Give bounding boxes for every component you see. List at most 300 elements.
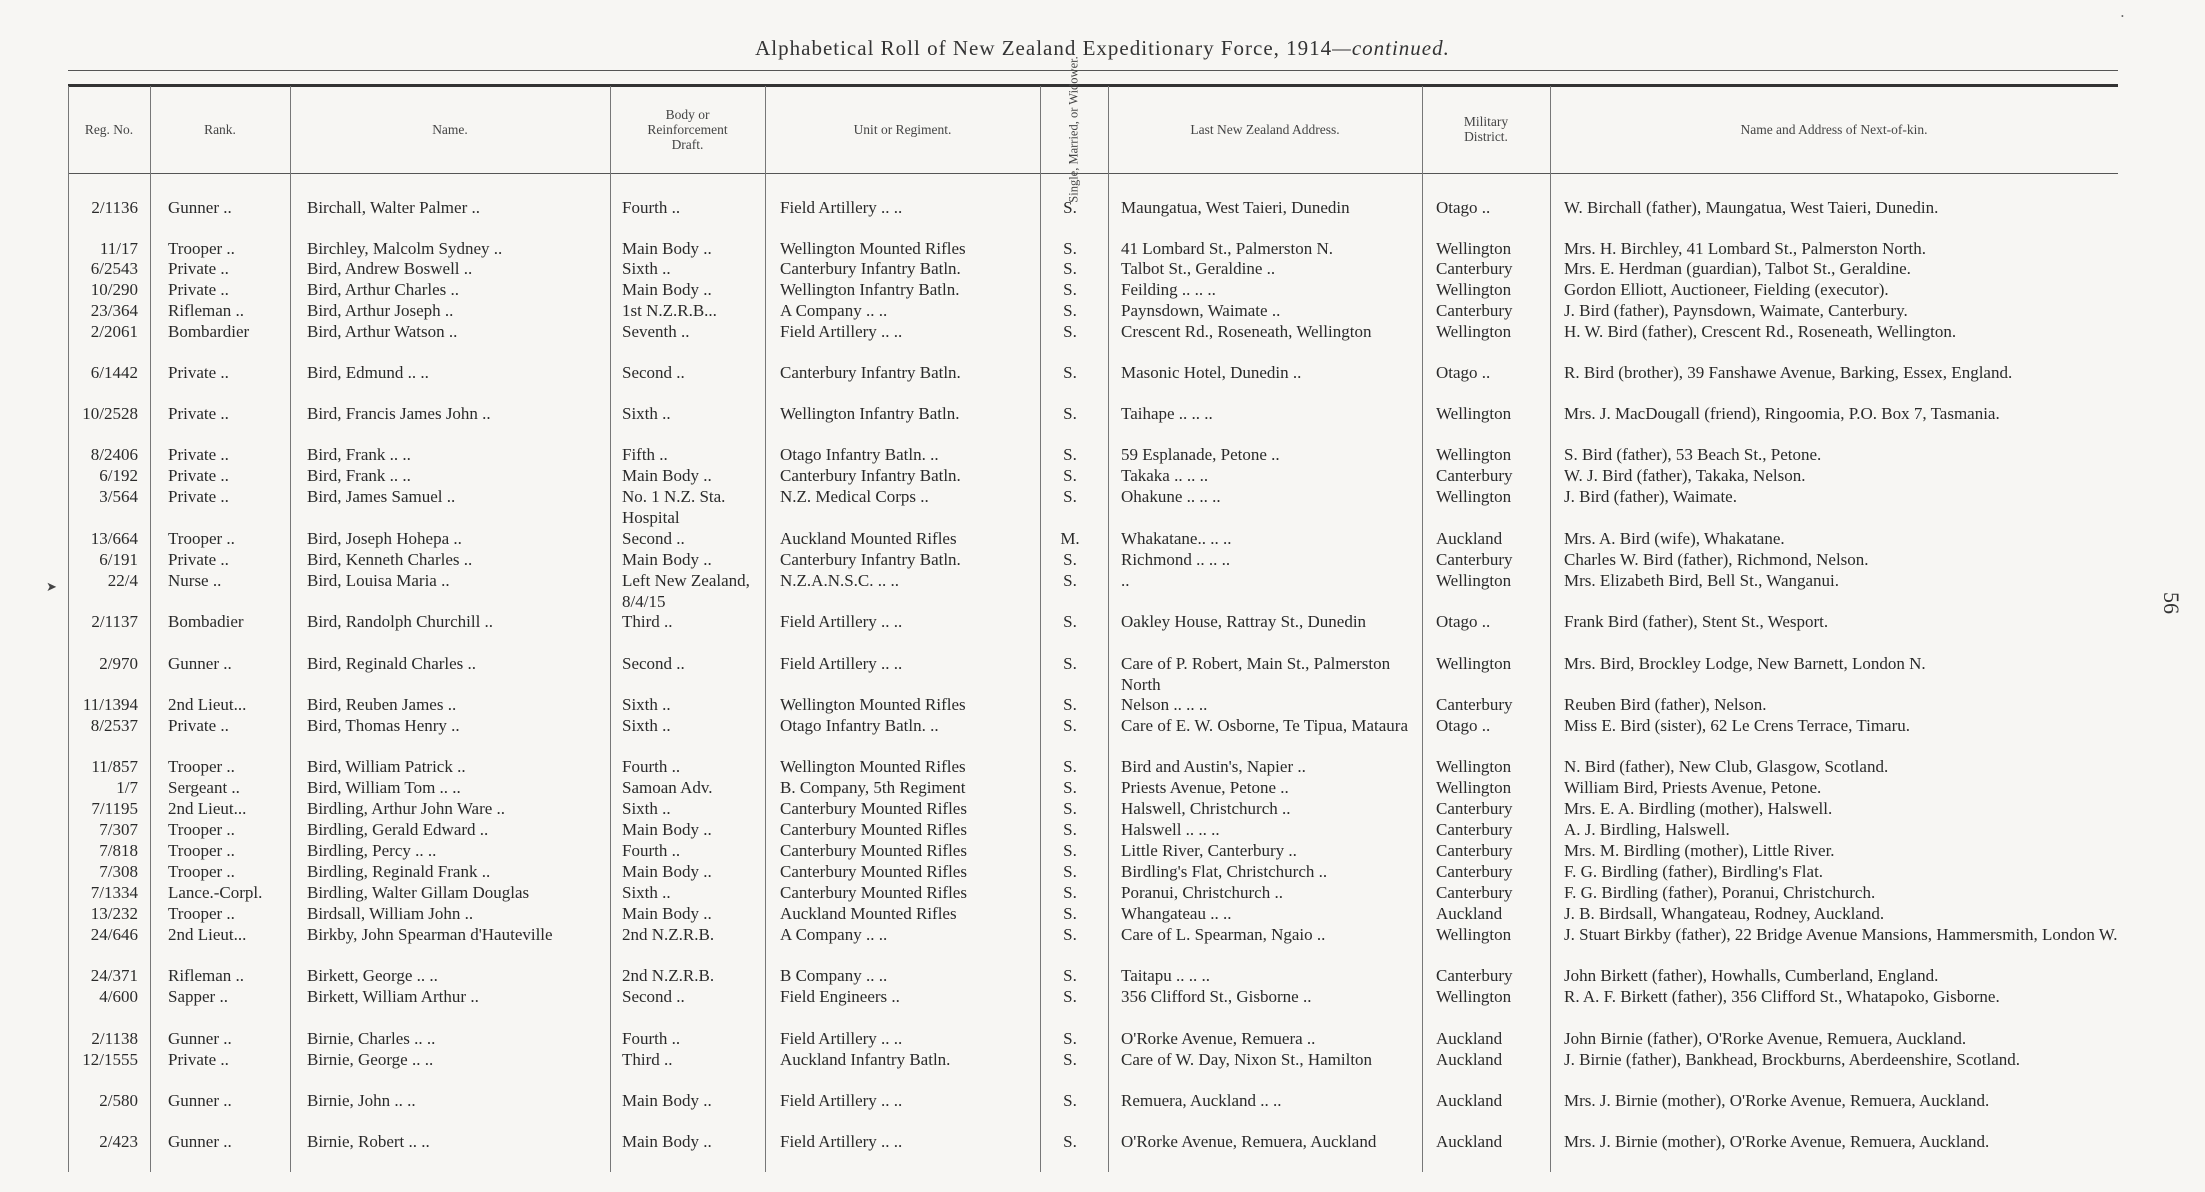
- margin-arrow-mark: ➤: [46, 579, 57, 594]
- cell-draft: Sixth ..: [622, 716, 671, 735]
- cell-marital-status: S.: [1063, 862, 1077, 881]
- cell-rank: Private ..: [168, 445, 229, 464]
- cell-unit: Wellington Mounted Rifles: [780, 239, 966, 258]
- cell-name: Birkett, William Arthur ..: [307, 987, 479, 1006]
- cell-next-of-kin: W. J. Bird (father), Takaka, Nelson.: [1564, 466, 1806, 485]
- cell-rank: Trooper ..: [168, 239, 235, 258]
- cell-rank: Private ..: [168, 466, 229, 485]
- cell-address: Whangateau .. ..: [1121, 904, 1232, 923]
- cell-marital-status: S.: [1063, 695, 1077, 714]
- cell-reg-no: 4/600: [99, 987, 138, 1006]
- header-rank: Rank.: [204, 121, 236, 137]
- cell-address: Little River, Canterbury ..: [1121, 841, 1297, 860]
- cell-unit: Field Artillery .. ..: [780, 1132, 903, 1151]
- cell-unit: Field Artillery .. ..: [780, 322, 903, 341]
- cell-marital-status: S.: [1063, 987, 1077, 1006]
- cell-reg-no: 22/4: [107, 571, 138, 590]
- cell-unit: Canterbury Infantry Batln.: [780, 363, 961, 382]
- cell-next-of-kin: Mrs. J. Birnie (mother), O'Rorke Avenue, Remuera, Auckland.: [1564, 1091, 1990, 1110]
- header-kin: Name and Address of Next-of-kin.: [1740, 121, 1928, 137]
- cell-unit: Wellington Infantry Batln.: [780, 280, 960, 299]
- cell-reg-no: 2/2061: [90, 322, 138, 341]
- cell-next-of-kin: Reuben Bird (father), Nelson.: [1564, 695, 1767, 714]
- cell-name: Bird, Thomas Henry ..: [307, 716, 460, 735]
- cell-unit: Canterbury Mounted Rifles: [780, 841, 967, 860]
- cell-unit: Wellington Mounted Rifles: [780, 695, 966, 714]
- cell-district: Canterbury: [1436, 259, 1513, 278]
- cell-reg-no: 6/192: [99, 466, 138, 485]
- cell-address: 41 Lombard St., Palmerston N.: [1121, 239, 1334, 258]
- cell-unit: Field Artillery .. ..: [780, 1029, 903, 1048]
- cell-address: Priests Avenue, Petone ..: [1121, 778, 1289, 797]
- cell-address: Crescent Rd., Roseneath, Wellington: [1121, 322, 1372, 341]
- cell-name: Bird, Frank .. ..: [307, 466, 411, 485]
- cell-name: Birkby, John Spearman d'Hauteville: [307, 925, 553, 944]
- cell-district: Canterbury: [1436, 883, 1513, 902]
- cell-name: Bird, Reuben James ..: [307, 695, 457, 714]
- cell-next-of-kin: Charles W. Bird (father), Richmond, Nelson.: [1564, 550, 1869, 569]
- cell-name: Bird, Edmund .. ..: [307, 363, 429, 382]
- cell-marital-status: S.: [1063, 404, 1077, 423]
- cell-next-of-kin: Mrs. M. Birdling (mother), Little River.: [1564, 841, 1835, 860]
- cell-address: Halswell .. .. ..: [1121, 820, 1220, 839]
- column-divider: [68, 86, 69, 1172]
- cell-district: Canterbury: [1436, 466, 1513, 485]
- cell-draft: Sixth ..: [622, 883, 671, 902]
- cell-address: Nelson .. .. ..: [1121, 695, 1208, 714]
- cell-marital-status: S.: [1063, 716, 1077, 735]
- cell-marital-status: S.: [1063, 904, 1077, 923]
- column-divider: [150, 86, 151, 1172]
- title-main: Alphabetical Roll of New Zealand Expeditionary Force, 1914: [755, 36, 1333, 60]
- cell-address: Halswell, Christchurch ..: [1121, 799, 1291, 818]
- cell-name: Bird, Andrew Boswell ..: [307, 259, 473, 278]
- cell-district: Wellington: [1436, 778, 1512, 797]
- cell-address: Masonic Hotel, Dunedin ..: [1121, 363, 1302, 382]
- cell-rank: Gunner ..: [168, 1132, 232, 1151]
- cell-rank: Private ..: [168, 280, 229, 299]
- header-status: [1040, 55, 1108, 203]
- cell-district: Auckland: [1436, 1050, 1503, 1069]
- cell-draft: Sixth ..: [622, 404, 671, 423]
- title-continued: —continued.: [1332, 36, 1450, 60]
- cell-marital-status: S.: [1063, 280, 1077, 299]
- cell-next-of-kin: Mrs. E. Herdman (guardian), Talbot St., Geraldine.: [1564, 259, 1911, 278]
- cell-marital-status: S.: [1063, 966, 1077, 985]
- cell-name: Birnie, George .. ..: [307, 1050, 434, 1069]
- cell-marital-status: S.: [1063, 487, 1077, 506]
- cell-next-of-kin: W. Birchall (father), Maungatua, West Taieri, Dunedin.: [1564, 198, 1939, 217]
- cell-district: Canterbury: [1436, 841, 1513, 860]
- cell-draft: Main Body ..: [622, 1091, 712, 1110]
- cell-rank: Gunner ..: [168, 1091, 232, 1110]
- cell-address: Care of E. W. Osborne, Te Tipua, Mataura: [1121, 716, 1408, 735]
- cell-marital-status: S.: [1063, 1132, 1077, 1151]
- cell-rank: Trooper ..: [168, 841, 235, 860]
- cell-address: 59 Esplanade, Petone ..: [1121, 445, 1280, 464]
- cell-draft: No. 1 N.Z. Sta. Hospital: [622, 487, 726, 527]
- cell-district: Auckland: [1436, 1029, 1503, 1048]
- cell-address: Poranui, Christchurch ..: [1121, 883, 1283, 902]
- cell-district: Auckland: [1436, 529, 1503, 548]
- cell-reg-no: 2/1137: [91, 612, 138, 631]
- cell-draft: Fourth ..: [622, 1029, 681, 1048]
- cell-next-of-kin: Mrs. Elizabeth Bird, Bell St., Wanganui.: [1564, 571, 1840, 590]
- cell-address: Paynsdown, Waimate ..: [1121, 301, 1281, 320]
- cell-marital-status: S.: [1063, 1029, 1077, 1048]
- cell-unit: Canterbury Mounted Rifles: [780, 862, 967, 881]
- cell-next-of-kin: S. Bird (father), 53 Beach St., Petone.: [1564, 445, 1822, 464]
- cell-address: O'Rorke Avenue, Remuera ..: [1121, 1029, 1316, 1048]
- cell-district: Otago ..: [1436, 612, 1491, 631]
- cell-next-of-kin: Miss E. Bird (sister), 62 Le Crens Terrace, Timaru.: [1564, 716, 1911, 735]
- cell-unit: A Company .. ..: [780, 925, 888, 944]
- cell-address: Whakatane.. .. ..: [1121, 529, 1232, 548]
- cell-marital-status: S.: [1063, 445, 1077, 464]
- cell-name: Birdling, Walter Gillam Douglas: [307, 883, 530, 902]
- cell-marital-status: S.: [1063, 799, 1077, 818]
- cell-district: Wellington: [1436, 445, 1512, 464]
- cell-name: Birdling, Arthur John Ware ..: [307, 799, 506, 818]
- cell-reg-no: 13/664: [90, 529, 138, 548]
- cell-draft: Fourth ..: [622, 198, 681, 217]
- cell-reg-no: 11/17: [99, 239, 138, 258]
- cell-next-of-kin: Gordon Elliott, Auctioneer, Fielding (executor).: [1564, 280, 1889, 299]
- cell-reg-no: 3/564: [99, 487, 138, 506]
- cell-draft: Sixth ..: [622, 259, 671, 278]
- cell-reg-no: 7/1334: [90, 883, 138, 902]
- cell-draft: Main Body ..: [622, 239, 712, 258]
- cell-rank: Private ..: [168, 716, 229, 735]
- cell-marital-status: S.: [1063, 571, 1077, 590]
- cell-reg-no: 7/818: [99, 841, 138, 860]
- cell-rank: Trooper ..: [168, 820, 235, 839]
- cell-rank: Private ..: [168, 1050, 229, 1069]
- top-rule: [68, 70, 2118, 71]
- cell-name: Bird, Randolph Churchill ..: [307, 612, 494, 631]
- cell-draft: 2nd N.Z.R.B.: [622, 966, 715, 985]
- cell-draft: Samoan Adv.: [622, 778, 713, 797]
- cell-draft: Sixth ..: [622, 799, 671, 818]
- cell-marital-status: S.: [1063, 550, 1077, 569]
- cell-next-of-kin: John Birkett (father), Howhalls, Cumberland, England.: [1564, 966, 1939, 985]
- cell-unit: Wellington Mounted Rifles: [780, 757, 966, 776]
- cell-unit: B. Company, 5th Regiment: [780, 778, 966, 797]
- cell-unit: Canterbury Infantry Batln.: [780, 550, 961, 569]
- cell-district: Wellington: [1436, 239, 1512, 258]
- cell-next-of-kin: William Bird, Priests Avenue, Petone.: [1564, 778, 1822, 797]
- cell-rank: Trooper ..: [168, 904, 235, 923]
- cell-name: Bird, Reginald Charles ..: [307, 654, 477, 673]
- cell-rank: Sergeant ..: [168, 778, 240, 797]
- page-number: 56: [2159, 592, 2184, 614]
- cell-address: Taihape .. .. ..: [1121, 404, 1213, 423]
- header-address: Last New Zealand Address.: [1190, 121, 1340, 137]
- cell-name: Bird, Arthur Charles ..: [307, 280, 460, 299]
- cell-district: Wellington: [1436, 487, 1512, 506]
- cell-unit: Auckland Mounted Rifles: [780, 529, 957, 548]
- cell-marital-status: S.: [1063, 239, 1077, 258]
- cell-name: Birdling, Percy .. ..: [307, 841, 437, 860]
- cell-draft: Main Body ..: [622, 862, 712, 881]
- cell-draft: Sixth ..: [622, 695, 671, 714]
- cell-rank: Private ..: [168, 487, 229, 506]
- cell-district: Canterbury: [1436, 695, 1513, 714]
- cell-address: Oakley House, Rattray St., Dunedin: [1121, 612, 1367, 631]
- cell-draft: Main Body ..: [622, 466, 712, 485]
- cell-next-of-kin: R. A. F. Birkett (father), 356 Clifford St., Whatapoko, Gisborne.: [1564, 987, 2000, 1006]
- cell-rank: Rifleman ..: [168, 301, 245, 320]
- cell-name: Birnie, Charles .. ..: [307, 1029, 436, 1048]
- column-divider: [610, 86, 611, 1172]
- cell-reg-no: 6/2543: [90, 259, 138, 278]
- cell-next-of-kin: Mrs. J. MacDougall (friend), Ringoomia, P.O. Box 7, Tasmania.: [1564, 404, 2000, 423]
- cell-next-of-kin: J. Bird (father), Paynsdown, Waimate, Canterbury.: [1564, 301, 1908, 320]
- cell-unit: A Company .. ..: [780, 301, 888, 320]
- cell-rank: Trooper ..: [168, 529, 235, 548]
- cell-name: Bird, Kenneth Charles ..: [307, 550, 473, 569]
- cell-marital-status: S.: [1063, 322, 1077, 341]
- cell-rank: Private ..: [168, 259, 229, 278]
- cell-district: Auckland: [1436, 904, 1503, 923]
- cell-reg-no: 12/1555: [82, 1050, 138, 1069]
- cell-draft: Second ..: [622, 654, 685, 673]
- cell-unit: Canterbury Infantry Batln.: [780, 466, 961, 485]
- cell-marital-status: S.: [1063, 841, 1077, 860]
- cell-next-of-kin: Mrs. A. Bird (wife), Whakatane.: [1564, 529, 1785, 548]
- cell-unit: Field Engineers ..: [780, 987, 900, 1006]
- cell-address: Birdling's Flat, Christchurch ..: [1121, 862, 1328, 881]
- cell-rank: Bombardier: [168, 322, 250, 341]
- cell-marital-status: S.: [1063, 1091, 1077, 1110]
- cell-next-of-kin: Mrs. E. A. Birdling (mother), Halswell.: [1564, 799, 1833, 818]
- column-divider: [1108, 86, 1109, 1172]
- header-name: Name.: [432, 121, 468, 137]
- cell-next-of-kin: R. Bird (brother), 39 Fanshawe Avenue, Barking, Essex, England.: [1564, 363, 2013, 382]
- cell-reg-no: 10/2528: [82, 404, 138, 423]
- cell-unit: N.Z.A.N.S.C. .. ..: [780, 571, 900, 590]
- cell-next-of-kin: J. B. Birdsall, Whangateau, Rodney, Auckland.: [1564, 904, 1885, 923]
- cell-name: Birdsall, William John ..: [307, 904, 474, 923]
- cell-rank: 2nd Lieut...: [168, 799, 247, 818]
- cell-draft: Main Body ..: [622, 904, 712, 923]
- cell-reg-no: 11/1394: [82, 695, 138, 714]
- cell-name: Birdling, Gerald Edward ..: [307, 820, 489, 839]
- cell-district: Canterbury: [1436, 799, 1513, 818]
- column-divider: [765, 86, 766, 1172]
- cell-rank: Trooper ..: [168, 757, 235, 776]
- cell-reg-no: 6/1442: [90, 363, 138, 382]
- cell-name: Birkett, George .. ..: [307, 966, 438, 985]
- cell-draft: Main Body ..: [622, 280, 712, 299]
- cell-name: Birdling, Reginald Frank ..: [307, 862, 491, 881]
- cell-name: Bird, Arthur Watson ..: [307, 322, 458, 341]
- cell-next-of-kin: F. G. Birdling (father), Birdling's Flat.: [1564, 862, 1824, 881]
- cell-draft: Left New Zealand, 8/4/15: [622, 571, 750, 611]
- cell-draft: Third ..: [622, 612, 673, 631]
- cell-rank: Private ..: [168, 363, 229, 382]
- cell-unit: Canterbury Infantry Batln.: [780, 259, 961, 278]
- cell-district: Otago ..: [1436, 198, 1491, 217]
- cell-rank: Gunner ..: [168, 1029, 232, 1048]
- cell-name: Bird, William Tom .. ..: [307, 778, 461, 797]
- cell-marital-status: M.: [1060, 529, 1080, 548]
- column-divider: [1040, 86, 1041, 1172]
- cell-district: Wellington: [1436, 571, 1512, 590]
- cell-reg-no: 2/1136: [91, 198, 138, 217]
- cell-address: Care of W. Day, Nixon St., Hamilton: [1121, 1050, 1373, 1069]
- cell-unit: B Company .. ..: [780, 966, 888, 985]
- cell-address: Remuera, Auckland .. ..: [1121, 1091, 1282, 1110]
- cell-rank: Gunner ..: [168, 654, 232, 673]
- cell-district: Wellington: [1436, 280, 1512, 299]
- cell-marital-status: S.: [1063, 820, 1077, 839]
- cell-next-of-kin: John Birnie (father), O'Rorke Avenue, Remuera, Auckland.: [1564, 1029, 1967, 1048]
- header-rule: [68, 173, 2118, 174]
- cell-rank: Gunner ..: [168, 198, 232, 217]
- cell-name: Birchley, Malcolm Sydney ..: [307, 239, 503, 258]
- cell-reg-no: 7/1195: [91, 799, 138, 818]
- cell-draft: Fourth ..: [622, 841, 681, 860]
- cell-next-of-kin: Frank Bird (father), Stent St., Wesport.: [1564, 612, 1829, 631]
- cell-address: Talbot St., Geraldine ..: [1121, 259, 1276, 278]
- cell-district: Canterbury: [1436, 820, 1513, 839]
- cell-district: Wellington: [1436, 987, 1512, 1006]
- cell-reg-no: 11/857: [91, 757, 138, 776]
- cell-reg-no: 2/580: [99, 1091, 138, 1110]
- cell-draft: Fourth ..: [622, 757, 681, 776]
- cell-district: Canterbury: [1436, 550, 1513, 569]
- cell-next-of-kin: A. J. Birdling, Halswell.: [1564, 820, 1730, 839]
- cell-district: Auckland: [1436, 1132, 1503, 1151]
- cell-marital-status: S.: [1063, 654, 1077, 673]
- header-reg-no: Reg. No.: [84, 121, 134, 137]
- cell-district: Wellington: [1436, 404, 1512, 423]
- cell-draft: Second ..: [622, 987, 685, 1006]
- cell-marital-status: S.: [1063, 883, 1077, 902]
- cell-draft: 1st N.Z.R.B...: [622, 301, 717, 320]
- cell-unit: Auckland Mounted Rifles: [780, 904, 957, 923]
- cell-district: Canterbury: [1436, 301, 1513, 320]
- cell-next-of-kin: J. Bird (father), Waimate.: [1564, 487, 1737, 506]
- cell-district: Otago ..: [1436, 716, 1491, 735]
- cell-draft: Main Body ..: [622, 820, 712, 839]
- cell-reg-no: 23/364: [90, 301, 138, 320]
- cell-marital-status: S.: [1063, 925, 1077, 944]
- cell-name: Birnie, Robert .. ..: [307, 1132, 430, 1151]
- cell-next-of-kin: F. G. Birdling (father), Poranui, Christchurch.: [1564, 883, 1876, 902]
- cell-rank: Sapper ..: [168, 987, 228, 1006]
- cell-next-of-kin: Mrs. J. Birnie (mother), O'Rorke Avenue, Remuera, Auckland.: [1564, 1132, 1990, 1151]
- cell-district: Auckland: [1436, 1091, 1503, 1110]
- cell-marital-status: S.: [1063, 363, 1077, 382]
- cell-address: Ohakune .. .. ..: [1121, 487, 1221, 506]
- cell-address: Richmond .. .. ..: [1121, 550, 1231, 569]
- cell-unit: Canterbury Mounted Rifles: [780, 799, 967, 818]
- speck-mark: •: [2121, 12, 2124, 21]
- cell-district: Wellington: [1436, 925, 1512, 944]
- cell-name: Bird, James Samuel ..: [307, 487, 456, 506]
- cell-reg-no: 8/2406: [90, 445, 138, 464]
- cell-name: Bird, Francis James John ..: [307, 404, 491, 423]
- cell-name: Birnie, John .. ..: [307, 1091, 416, 1110]
- cell-next-of-kin: Mrs. Bird, Brockley Lodge, New Barnett, London N.: [1564, 654, 1926, 673]
- cell-draft: Second ..: [622, 529, 685, 548]
- cell-draft: Fifth ..: [622, 445, 668, 464]
- cell-district: Wellington: [1436, 757, 1512, 776]
- cell-rank: 2nd Lieut...: [168, 695, 247, 714]
- cell-name: Bird, Arthur Joseph ..: [307, 301, 454, 320]
- cell-next-of-kin: J. Stuart Birkby (father), 22 Bridge Avenue Mansions, Hammersmith, London W.: [1564, 925, 2118, 944]
- cell-district: Canterbury: [1436, 966, 1513, 985]
- cell-reg-no: 2/423: [99, 1132, 138, 1151]
- cell-rank: Rifleman ..: [168, 966, 245, 985]
- cell-district: Canterbury: [1436, 862, 1513, 881]
- cell-unit: Field Artillery .. ..: [780, 198, 903, 217]
- cell-marital-status: S.: [1063, 757, 1077, 776]
- cell-rank: 2nd Lieut...: [168, 925, 247, 944]
- cell-draft: Main Body ..: [622, 550, 712, 569]
- cell-draft: 2nd N.Z.R.B.: [622, 925, 715, 944]
- cell-marital-status: S.: [1063, 1050, 1077, 1069]
- cell-unit: Canterbury Mounted Rifles: [780, 820, 967, 839]
- cell-address: Taitapu .. .. ..: [1121, 966, 1210, 985]
- cell-district: Wellington: [1436, 322, 1512, 341]
- cell-name: Bird, William Patrick ..: [307, 757, 466, 776]
- cell-district: Otago ..: [1436, 363, 1491, 382]
- cell-reg-no: 24/646: [90, 925, 138, 944]
- cell-rank: Private ..: [168, 404, 229, 423]
- cell-marital-status: S.: [1063, 612, 1077, 631]
- cell-reg-no: 24/371: [90, 966, 138, 985]
- cell-next-of-kin: N. Bird (father), New Club, Glasgow, Scotland.: [1564, 757, 1889, 776]
- page-title: [0, 36, 2205, 61]
- cell-next-of-kin: H. W. Bird (father), Crescent Rd., Roseneath, Wellington.: [1564, 322, 1957, 341]
- cell-name: Bird, Frank .. ..: [307, 445, 411, 464]
- cell-reg-no: 8/2537: [90, 716, 138, 735]
- cell-unit: N.Z. Medical Corps ..: [780, 487, 929, 506]
- header-status-text: Single, Married, or Widower.: [1066, 55, 1081, 203]
- cell-name: Bird, Joseph Hohepa ..: [307, 529, 462, 548]
- cell-reg-no: 2/1138: [91, 1029, 138, 1048]
- cell-rank: Trooper ..: [168, 862, 235, 881]
- cell-marital-status: S.: [1063, 466, 1077, 485]
- cell-address: ..: [1121, 571, 1130, 590]
- cell-reg-no: 2/970: [99, 654, 138, 673]
- cell-name: Bird, Louisa Maria ..: [307, 571, 450, 590]
- cell-rank: Bombadier: [168, 612, 244, 631]
- cell-rank: Private ..: [168, 550, 229, 569]
- cell-address: Care of L. Spearman, Ngaio ..: [1121, 925, 1326, 944]
- cell-unit: Wellington Infantry Batln.: [780, 404, 960, 423]
- cell-name: Birchall, Walter Palmer ..: [307, 198, 480, 217]
- cell-rank: Lance.-Corpl.: [168, 883, 263, 902]
- cell-reg-no: 7/308: [99, 862, 138, 881]
- cell-address: Bird and Austin's, Napier ..: [1121, 757, 1306, 776]
- cell-next-of-kin: J. Birnie (father), Bankhead, Brockburns, Aberdeenshire, Scotland.: [1564, 1050, 2021, 1069]
- cell-address: Care of P. Robert, Main St., Palmerston North: [1121, 654, 1391, 694]
- cell-draft: Main Body ..: [622, 1132, 712, 1151]
- cell-address: Maungatua, West Taieri, Dunedin: [1121, 198, 1350, 217]
- cell-reg-no: 6/191: [99, 550, 138, 569]
- cell-reg-no: 10/290: [90, 280, 138, 299]
- column-divider: [290, 86, 291, 1172]
- cell-draft: Third ..: [622, 1050, 673, 1069]
- header-unit: Unit or Regiment.: [853, 121, 952, 137]
- cell-unit: Field Artillery .. ..: [780, 1091, 903, 1110]
- cell-district: Wellington: [1436, 654, 1512, 673]
- cell-rank: Nurse ..: [168, 571, 222, 590]
